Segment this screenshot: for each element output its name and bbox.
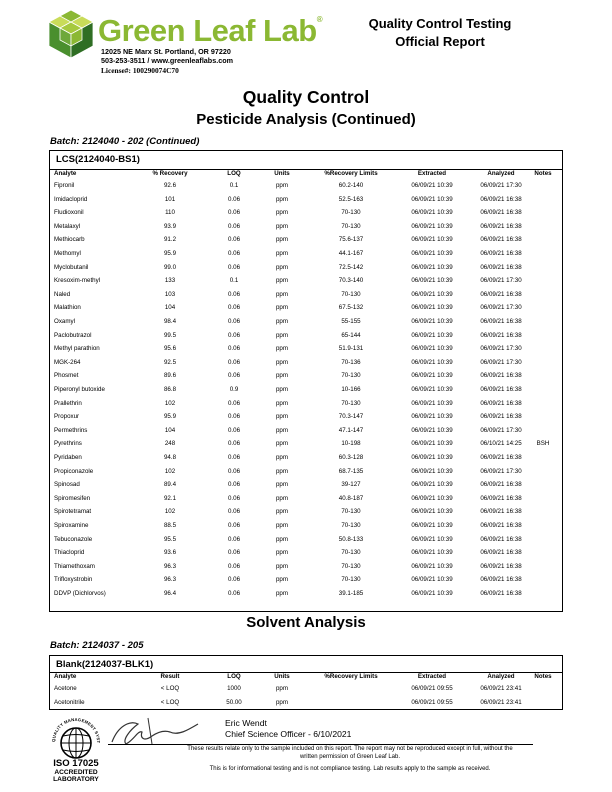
cell-analyzed: 06/09/21 16:38	[480, 399, 522, 407]
cell-recovery: 110	[165, 209, 175, 217]
cell-units: ppm	[275, 250, 289, 257]
cell-recovery: 89.6	[163, 372, 177, 380]
cell-loq: 0.06	[227, 236, 241, 244]
cell-analyzed: 06/09/21 16:38	[480, 250, 522, 257]
cell-limits: 70-130	[341, 372, 361, 380]
cell-analyzed: 06/09/21 16:38	[480, 522, 522, 529]
cell-analyzed: 06/09/21 16:38	[480, 562, 522, 570]
column-header-units: Units	[274, 673, 290, 680]
cell-analyte: Piperonyl butoxide	[54, 386, 105, 393]
cell-loq: 0.06	[227, 426, 241, 434]
cell-units: ppm	[275, 576, 289, 584]
cell-analyzed: 06/09/21 17:30	[480, 182, 522, 189]
cell-loq: 50.00	[226, 698, 242, 706]
cell-units: ppm	[275, 698, 289, 706]
cell-extracted: 06/09/21 10:39	[411, 454, 453, 461]
cell-analyzed: 06/09/21 16:38	[480, 372, 522, 380]
cell-extracted: 06/09/21 10:39	[411, 318, 453, 325]
cell-analyzed: 06/10/21 14:25	[480, 440, 522, 448]
cell-extracted: 06/09/21 10:39	[411, 358, 453, 366]
cell-units: ppm	[275, 590, 289, 597]
cell-analyzed: 06/09/21 17:30	[480, 345, 522, 353]
cell-limits: 60.2-140	[338, 182, 364, 189]
cell-analyzed: 06/09/21 16:38	[480, 236, 522, 244]
cell-units: ppm	[275, 562, 289, 570]
cell-limits: 39.1-185	[338, 590, 364, 597]
cell-analyzed: 06/09/21 16:38	[480, 209, 522, 217]
cell-limits: 44.1-167	[338, 250, 364, 257]
cell-analyte: Fipronil	[54, 182, 75, 189]
cell-recovery: 92.5	[163, 358, 177, 366]
cell-extracted: 06/09/21 10:39	[411, 440, 453, 448]
signer	[225, 718, 351, 740]
cell-limits: 70.3-147	[338, 413, 364, 421]
cell-extracted: 06/09/21 10:39	[411, 250, 453, 257]
cell-analyte: Methomyl	[54, 250, 81, 257]
cell-analyzed: 06/09/21 17:30	[480, 358, 522, 366]
cell-loq: 0.06	[227, 290, 241, 298]
cell-analyzed: 06/09/21 16:38	[480, 290, 522, 298]
cell-recovery: 94.8	[163, 454, 177, 461]
iso-accreditation: ISO 17025 ACCREDITED LABORATORY	[53, 758, 99, 783]
cell-loq: 0.06	[227, 522, 241, 529]
cell-limits: 70-130	[341, 290, 361, 298]
page-title: Quality Control	[242, 87, 370, 107]
cell-extracted: 06/09/21 10:39	[411, 426, 453, 434]
cell-limits: 50.8-133	[338, 535, 364, 543]
cell-limits: 68.7-135	[338, 467, 364, 475]
cell-extracted: 06/09/21 10:39	[411, 576, 453, 584]
cell-extracted: 06/09/21 10:39	[411, 290, 453, 298]
cell-units: ppm	[275, 182, 289, 189]
cell-analyzed: 06/09/21 16:38	[480, 590, 522, 597]
cell-analyte: Oxamyl	[54, 318, 75, 325]
cell-analyzed: 06/09/21 16:38	[480, 535, 522, 543]
cell-recovery: 104	[164, 426, 176, 434]
cell-analyzed: 06/09/21 17:30	[480, 277, 522, 285]
cell-extracted: 06/09/21 10:39	[411, 508, 453, 516]
cell-extracted: 06/09/21 09:55	[411, 685, 453, 692]
cell-recovery: 96.4	[163, 590, 177, 597]
cell-analyzed: 06/09/21 16:38	[480, 494, 522, 502]
cell-analyte: Metalaxyl	[54, 222, 81, 230]
cell-loq: 0.06	[227, 318, 241, 325]
signature-rule	[108, 744, 533, 745]
cell-extracted: 06/09/21 10:39	[411, 222, 453, 230]
cell-recovery: 92.6	[163, 182, 177, 189]
cell-units: ppm	[275, 331, 289, 339]
cell-analyzed: 06/09/21 16:38	[480, 386, 522, 393]
cell-extracted: 06/09/21 10:39	[411, 182, 453, 189]
cell-loq: 0.9	[229, 386, 239, 393]
solvent-section-title: Solvent Analysis	[246, 614, 366, 631]
cell-loq: 0.06	[227, 494, 241, 502]
cell-loq: 0.06	[227, 250, 241, 257]
cell-analyte: Thiacloprid	[54, 549, 85, 557]
cell-analyte: Spiromesifen	[54, 494, 91, 502]
cell-recovery: 248	[164, 440, 176, 448]
cell-extracted: 06/09/21 10:39	[411, 304, 453, 312]
cell-recovery: 95.9	[163, 413, 177, 421]
cell-extracted: 06/09/21 10:39	[411, 549, 453, 557]
cell-loq: 0.06	[227, 263, 241, 271]
cell-units: ppm	[275, 386, 289, 393]
cell-extracted: 06/09/21 10:39	[411, 535, 453, 543]
cell-loq: 0.06	[227, 576, 241, 584]
cell-loq: 0.06	[227, 549, 241, 557]
cell-extracted: 06/09/21 10:39	[411, 522, 453, 529]
cell-units: ppm	[275, 222, 289, 230]
lab-contact: 503-253-3511 / www.greenleaflabs.com	[101, 56, 233, 66]
cell-recovery: 98.4	[163, 318, 177, 325]
cell-analyzed: 06/09/21 16:38	[480, 413, 522, 421]
cell-analyzed: 06/09/21 23:41	[480, 685, 522, 692]
cell-units: ppm	[275, 209, 289, 217]
cell-units: ppm	[275, 195, 289, 203]
cell-units: ppm	[275, 494, 289, 502]
cell-analyte: Methiocarb	[54, 236, 85, 244]
solvent-batch: Batch: 2124037 - 205	[50, 640, 144, 651]
cell-limits: 10-166	[341, 386, 361, 393]
cell-units: ppm	[275, 358, 289, 366]
cell-limits: 51.9-131	[338, 345, 364, 353]
cell-recovery: 102	[164, 399, 176, 407]
cell-limits: 60.3-128	[338, 454, 364, 461]
cell-units: ppm	[275, 413, 289, 421]
cell-extracted: 06/09/21 10:39	[411, 590, 453, 597]
cell-recovery: 99.5	[163, 331, 177, 339]
cell-limits: 39-127	[341, 481, 361, 489]
cell-loq: 0.06	[227, 399, 241, 407]
cell-analyte: Spirotetramat	[54, 508, 92, 516]
cell-analyzed: 06/09/21 16:38	[480, 263, 522, 271]
pesticide-table	[49, 150, 563, 612]
cell-recovery: 99.0	[163, 263, 177, 271]
cell-extracted: 06/09/21 10:39	[411, 386, 453, 393]
cell-limits: 75.6-137	[338, 236, 364, 244]
cell-analyte: Spiroxamine	[54, 522, 89, 529]
cell-analyte: MGK-264	[54, 358, 81, 366]
signature-image	[108, 714, 204, 748]
cell-analyzed: 06/09/21 17:30	[480, 467, 522, 475]
disclaimer: These results relate only to the sample included on this report. The report may not be reproduced except in full, without the written permission of Green Leaf Lab.	[187, 746, 513, 760]
cell-recovery: < LOQ	[160, 685, 180, 692]
pesticide-section-title: Pesticide Analysis (Continued)	[196, 111, 416, 128]
cell-loq: 0.06	[227, 209, 241, 217]
cell-analyte: Trifloxystrobin	[54, 576, 93, 584]
cell-extracted: 06/09/21 10:39	[411, 494, 453, 502]
cell-recovery: 95.9	[163, 250, 177, 257]
cell-limits: 10-198	[341, 440, 361, 448]
cell-units: ppm	[275, 685, 289, 692]
cell-analyte: Tebuconazole	[54, 535, 93, 543]
column-header-limits: %Recovery Limits	[324, 170, 378, 177]
cell-analyte: Thiamethoxam	[54, 562, 95, 570]
cell-limits: 70-130	[341, 522, 361, 529]
column-header-limits: %Recovery Limits	[324, 673, 378, 680]
cell-notes: BSH	[536, 440, 550, 448]
green-leaf-lab-logo-icon	[48, 9, 94, 59]
cell-analyzed: 06/09/21 16:38	[480, 331, 522, 339]
cell-analyzed: 06/09/21 16:38	[480, 508, 522, 516]
column-header-loq: LOQ	[227, 673, 241, 680]
cell-recovery: 95.5	[163, 535, 177, 543]
cell-recovery: 93.9	[163, 222, 177, 230]
column-header-analyzed: Analyzed	[487, 170, 515, 177]
seal-arc-text: QUALITY MANAGEMENT SYST	[50, 716, 102, 744]
cell-loq: 0.06	[227, 345, 241, 353]
cell-loq: 0.06	[227, 535, 241, 543]
cell-extracted: 06/09/21 10:39	[411, 345, 453, 353]
column-header-units: Units	[274, 170, 290, 177]
cell-loq: 0.06	[227, 481, 241, 489]
cell-analyzed: 06/09/21 16:38	[480, 481, 522, 489]
cell-analyte: Propiconazole	[54, 467, 94, 475]
cell-loq: 0.06	[227, 331, 241, 339]
column-header-analyzed: Analyzed	[487, 673, 515, 680]
cell-recovery: 91.2	[163, 236, 177, 244]
cell-recovery: < LOQ	[160, 698, 180, 706]
cell-limits: 70-130	[341, 576, 361, 584]
lab-license: License#: 100290074C70	[101, 65, 179, 75]
cell-units: ppm	[275, 535, 289, 543]
cell-extracted: 06/09/21 10:39	[411, 236, 453, 244]
cell-extracted: 06/09/21 10:39	[411, 277, 453, 285]
cell-recovery: 96.3	[163, 576, 177, 584]
cell-loq: 1000	[227, 685, 241, 692]
cell-recovery: 102	[164, 508, 176, 516]
cell-analyte: Naled	[54, 290, 71, 298]
cell-analyte: Myclobutanil	[54, 263, 89, 271]
cell-recovery: 104	[164, 304, 176, 312]
pesticide-sample-id: LCS(2124040-BS1)	[56, 154, 140, 165]
cell-extracted: 06/09/21 10:39	[411, 399, 453, 407]
cell-extracted: 06/09/21 10:39	[411, 195, 453, 203]
cell-recovery: 86.8	[163, 386, 177, 393]
cell-analyte: Acetonitrile	[54, 698, 85, 706]
cell-units: ppm	[275, 399, 289, 407]
cell-units: ppm	[275, 345, 289, 353]
cell-units: ppm	[275, 508, 289, 516]
cell-loq: 0.06	[227, 508, 241, 516]
column-header-analyte: Analyte	[54, 170, 77, 177]
cell-recovery: 133	[164, 277, 176, 285]
cell-limits: 70-130	[341, 549, 361, 557]
cell-analyzed: 06/09/21 16:38	[480, 454, 522, 461]
column-header-loq: LOQ	[227, 170, 241, 177]
cell-loq: 0.06	[227, 454, 241, 461]
cell-analyte: DDVP (Dichlorvos)	[54, 590, 106, 597]
iso-seal-icon	[47, 712, 105, 760]
cell-units: ppm	[275, 454, 289, 461]
cell-recovery: 102	[164, 467, 176, 475]
cell-units: ppm	[275, 290, 289, 298]
cell-units: ppm	[275, 440, 289, 448]
lab-address: 12025 NE Marx St. Portland, OR 97220	[101, 47, 231, 56]
cell-loq: 0.06	[227, 304, 241, 312]
cell-analyzed: 06/09/21 16:38	[480, 222, 522, 230]
cell-extracted: 06/09/21 09:55	[411, 698, 453, 706]
cell-recovery: 101	[164, 195, 176, 203]
cell-loq: 0.06	[227, 372, 241, 380]
cell-loq: 0.06	[227, 222, 241, 230]
cell-analyte: Spinosad	[54, 481, 80, 489]
cell-loq: 0.1	[229, 182, 239, 189]
cell-analyte: Paclobutrazol	[54, 331, 92, 339]
lab-address-block	[101, 47, 233, 75]
cell-extracted: 06/09/21 10:39	[411, 263, 453, 271]
cell-analyte: Imidacloprid	[54, 195, 88, 203]
cell-units: ppm	[275, 426, 289, 434]
cell-extracted: 06/09/21 10:39	[411, 467, 453, 475]
cell-recovery: 93.6	[163, 549, 177, 557]
signer-name: Eric Wendt	[225, 718, 267, 728]
cell-limits: 55-155	[341, 318, 361, 325]
cell-limits: 72.5-142	[338, 263, 364, 271]
cell-limits: 65-144	[341, 331, 361, 339]
cell-recovery: 92.1	[163, 494, 177, 502]
cell-extracted: 06/09/21 10:39	[411, 331, 453, 339]
cell-recovery: 88.5	[163, 522, 177, 529]
cell-analyzed: 06/09/21 17:30	[480, 426, 522, 434]
cell-limits: 70-130	[341, 399, 361, 407]
cell-analyte: Methyl parathion	[54, 345, 100, 353]
cell-limits: 40.8-187	[338, 494, 364, 502]
cell-units: ppm	[275, 467, 289, 475]
cell-analyzed: 06/09/21 16:38	[480, 195, 522, 203]
cell-recovery: 89.4	[163, 481, 177, 489]
cell-units: ppm	[275, 522, 289, 529]
cell-limits: 70.3-140	[338, 277, 364, 285]
cell-limits: 70-130	[341, 209, 361, 217]
cell-extracted: 06/09/21 10:39	[411, 413, 453, 421]
cell-limits: 52.5-163	[338, 195, 364, 203]
cell-limits: 70-130	[341, 508, 361, 516]
cell-extracted: 06/09/21 10:39	[411, 372, 453, 380]
cell-analyte: Acetone	[54, 685, 77, 692]
cell-analyzed: 06/09/21 16:38	[480, 576, 522, 584]
cell-loq: 0.06	[227, 413, 241, 421]
cell-units: ppm	[275, 372, 289, 380]
cell-analyte: Permethrins	[54, 426, 88, 434]
cell-units: ppm	[275, 304, 289, 312]
cell-analyzed: 06/09/21 17:30	[480, 304, 522, 312]
solvent-sample-id: Blank(2124037-BLK1)	[56, 659, 154, 670]
cell-units: ppm	[275, 549, 289, 557]
cell-analyzed: 06/09/21 23:41	[480, 698, 522, 706]
cell-loq: 0.06	[227, 358, 241, 366]
cell-analyte: Pyridaben	[54, 454, 82, 461]
column-header-extracted: Extracted	[417, 170, 447, 177]
cell-limits: 47.1-147	[338, 426, 364, 434]
report-title: Quality Control Testing Official Report	[368, 16, 512, 49]
column-header-extracted: Extracted	[417, 673, 447, 680]
cell-units: ppm	[275, 318, 289, 325]
cell-analyte: Pyrethrins	[54, 440, 82, 448]
cell-recovery: 96.3	[163, 562, 177, 570]
cell-loq: 0.06	[227, 440, 241, 448]
signer-title: Chief Science Officer - 6/10/2021	[225, 729, 352, 739]
cell-analyte: Malathion	[54, 304, 81, 312]
column-header-notes: Notes	[534, 170, 552, 177]
cell-loq: 0.1	[229, 277, 239, 285]
cell-analyzed: 06/09/21 16:38	[480, 549, 522, 557]
pesticide-batch: Batch: 2124040 - 202 (Continued)	[50, 136, 200, 147]
column-header-recovery: Result	[160, 673, 180, 680]
cell-analyte: Prallethrin	[54, 399, 82, 407]
cell-units: ppm	[275, 481, 289, 489]
column-header-analyte: Analyte	[54, 673, 77, 680]
column-header-notes: Notes	[534, 673, 552, 680]
cell-loq: 0.06	[227, 195, 241, 203]
cell-limits: 70-136	[341, 358, 361, 366]
cell-units: ppm	[275, 236, 289, 244]
disclaimer-note: This is for informational testing and is not compliance testing. Lab results apply to the sample as received.	[209, 766, 491, 772]
cell-limits: 67.5-132	[338, 304, 364, 312]
cell-analyte: Propoxur	[54, 413, 80, 421]
cell-analyte: Kresoxim-methyl	[54, 277, 101, 285]
cell-loq: 0.06	[227, 467, 241, 475]
cell-units: ppm	[275, 263, 289, 271]
cell-extracted: 06/09/21 10:39	[411, 209, 453, 217]
cell-limits: 70-130	[341, 222, 361, 230]
brand-name: Green Leaf Lab®	[98, 13, 323, 48]
cell-recovery: 103	[164, 290, 176, 298]
cell-loq: 0.06	[227, 590, 241, 597]
cell-analyte: Phosmet	[54, 372, 79, 380]
cell-recovery: 95.6	[163, 345, 177, 353]
cell-analyzed: 06/09/21 16:38	[480, 318, 522, 325]
cell-limits: 70-130	[341, 562, 361, 570]
cell-loq: 0.06	[227, 562, 241, 570]
cell-analyte: Fludioxonil	[54, 209, 84, 217]
cell-units: ppm	[275, 277, 289, 285]
solvent-table	[49, 655, 563, 710]
cell-extracted: 06/09/21 10:39	[411, 481, 453, 489]
column-header-recovery: % Recovery	[152, 170, 188, 177]
cell-extracted: 06/09/21 10:39	[411, 562, 453, 570]
